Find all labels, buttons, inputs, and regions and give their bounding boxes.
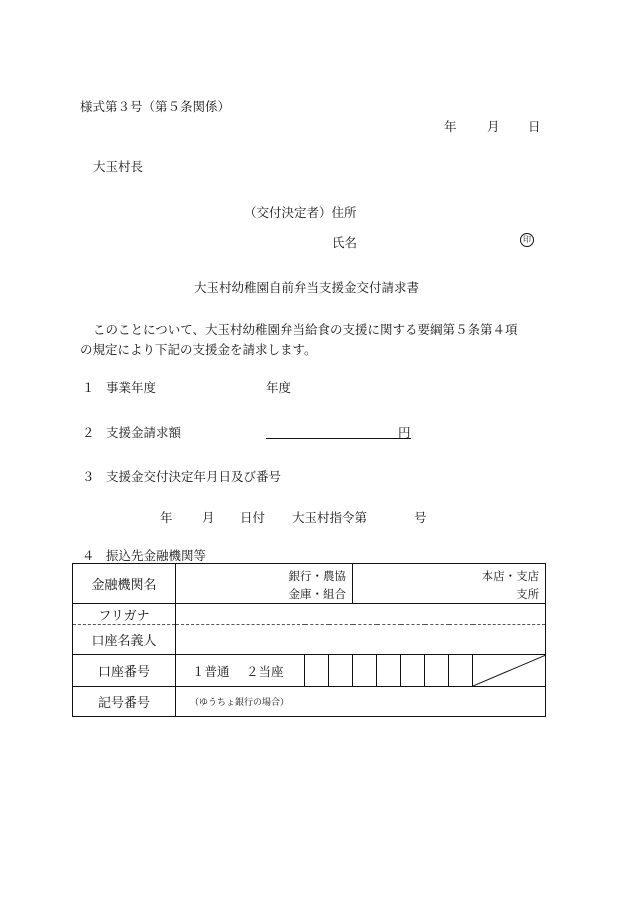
symbol-note[interactable]: （ゆうちょ銀行の場合） [176,687,546,717]
form-number: 様式第３号（第５条関係） [80,99,231,114]
account-digit-4[interactable] [377,655,401,687]
furigana-field[interactable] [176,604,546,625]
date-year: 年 [444,119,457,134]
furigana-row [73,604,546,625]
branch-type-1: 本店・支店 [481,569,540,583]
account-number-label: 口座番号 [73,655,176,687]
item-1-number: １ [82,380,95,395]
institution-label: 金融機関名 [73,564,176,604]
item-2-number: ２ [82,425,95,440]
holder-field[interactable] [176,625,546,655]
body-line-2: の規定により下記の支援金を請求します。 [80,342,317,357]
item-1-suffix: 年度 [266,380,292,395]
inst-type-1: 銀行・農協 [288,569,347,583]
bank-info-table [72,563,546,717]
account-unused-cell [473,655,546,687]
item-4-label: 振込先金融機関等 [106,548,207,563]
decision-day: 日付 [240,510,266,525]
date-day: 日 [528,119,541,134]
symbol-row [73,687,546,717]
inst-type-2: 金庫・組合 [288,587,347,601]
account-digit-1[interactable] [305,655,329,687]
account-digit-7[interactable] [449,655,473,687]
applicant-address-label: （交付決定者）住所 [244,205,357,220]
item-1-label: 事業年度 [106,380,157,395]
institution-row [73,564,546,604]
account-digit-2[interactable] [329,655,353,687]
branch-name-cell[interactable] [353,564,546,604]
item-2-suffix: 円 [398,425,411,440]
date-month: 月 [487,119,500,134]
holder-row [73,625,546,655]
institution-name-cell[interactable] [176,564,353,604]
amount-underline [266,423,411,439]
symbol-label: 記号番号 [73,687,176,717]
decision-year: 年 [160,510,173,525]
applicant-name-label: 氏名 [332,235,358,250]
account-type-cell[interactable]: １普通 ２当座 [176,655,305,687]
account-number-row [73,655,546,687]
decision-suffix: 号 [414,510,427,525]
body-line-1: このことについて、大玉村幼稚園弁当給食の支援に関する要綱第５条第４項 [93,322,518,337]
branch-type-2: 支所 [516,587,540,601]
holder-label: 口座名義人 [73,625,176,655]
furigana-label: フリガナ [73,604,176,625]
decision-prefix: 大玉村指令第 [292,510,368,525]
account-digit-3[interactable] [353,655,377,687]
account-digit-5[interactable] [401,655,425,687]
document-title: 大玉村幼稚園自前弁当支援金交付請求書 [194,280,420,295]
addressee: 大玉村長 [93,159,144,174]
seal-mark: 印 [520,233,534,247]
decision-month: 月 [202,510,215,525]
item-3-label: 支援金交付決定年月日及び番号 [106,469,282,484]
item-2-label: 支援金請求額 [106,425,182,440]
diagonal-strike [473,655,546,686]
item-4-number: ４ [82,548,95,563]
item-3-number: ３ [82,469,95,484]
account-digit-6[interactable] [425,655,449,687]
